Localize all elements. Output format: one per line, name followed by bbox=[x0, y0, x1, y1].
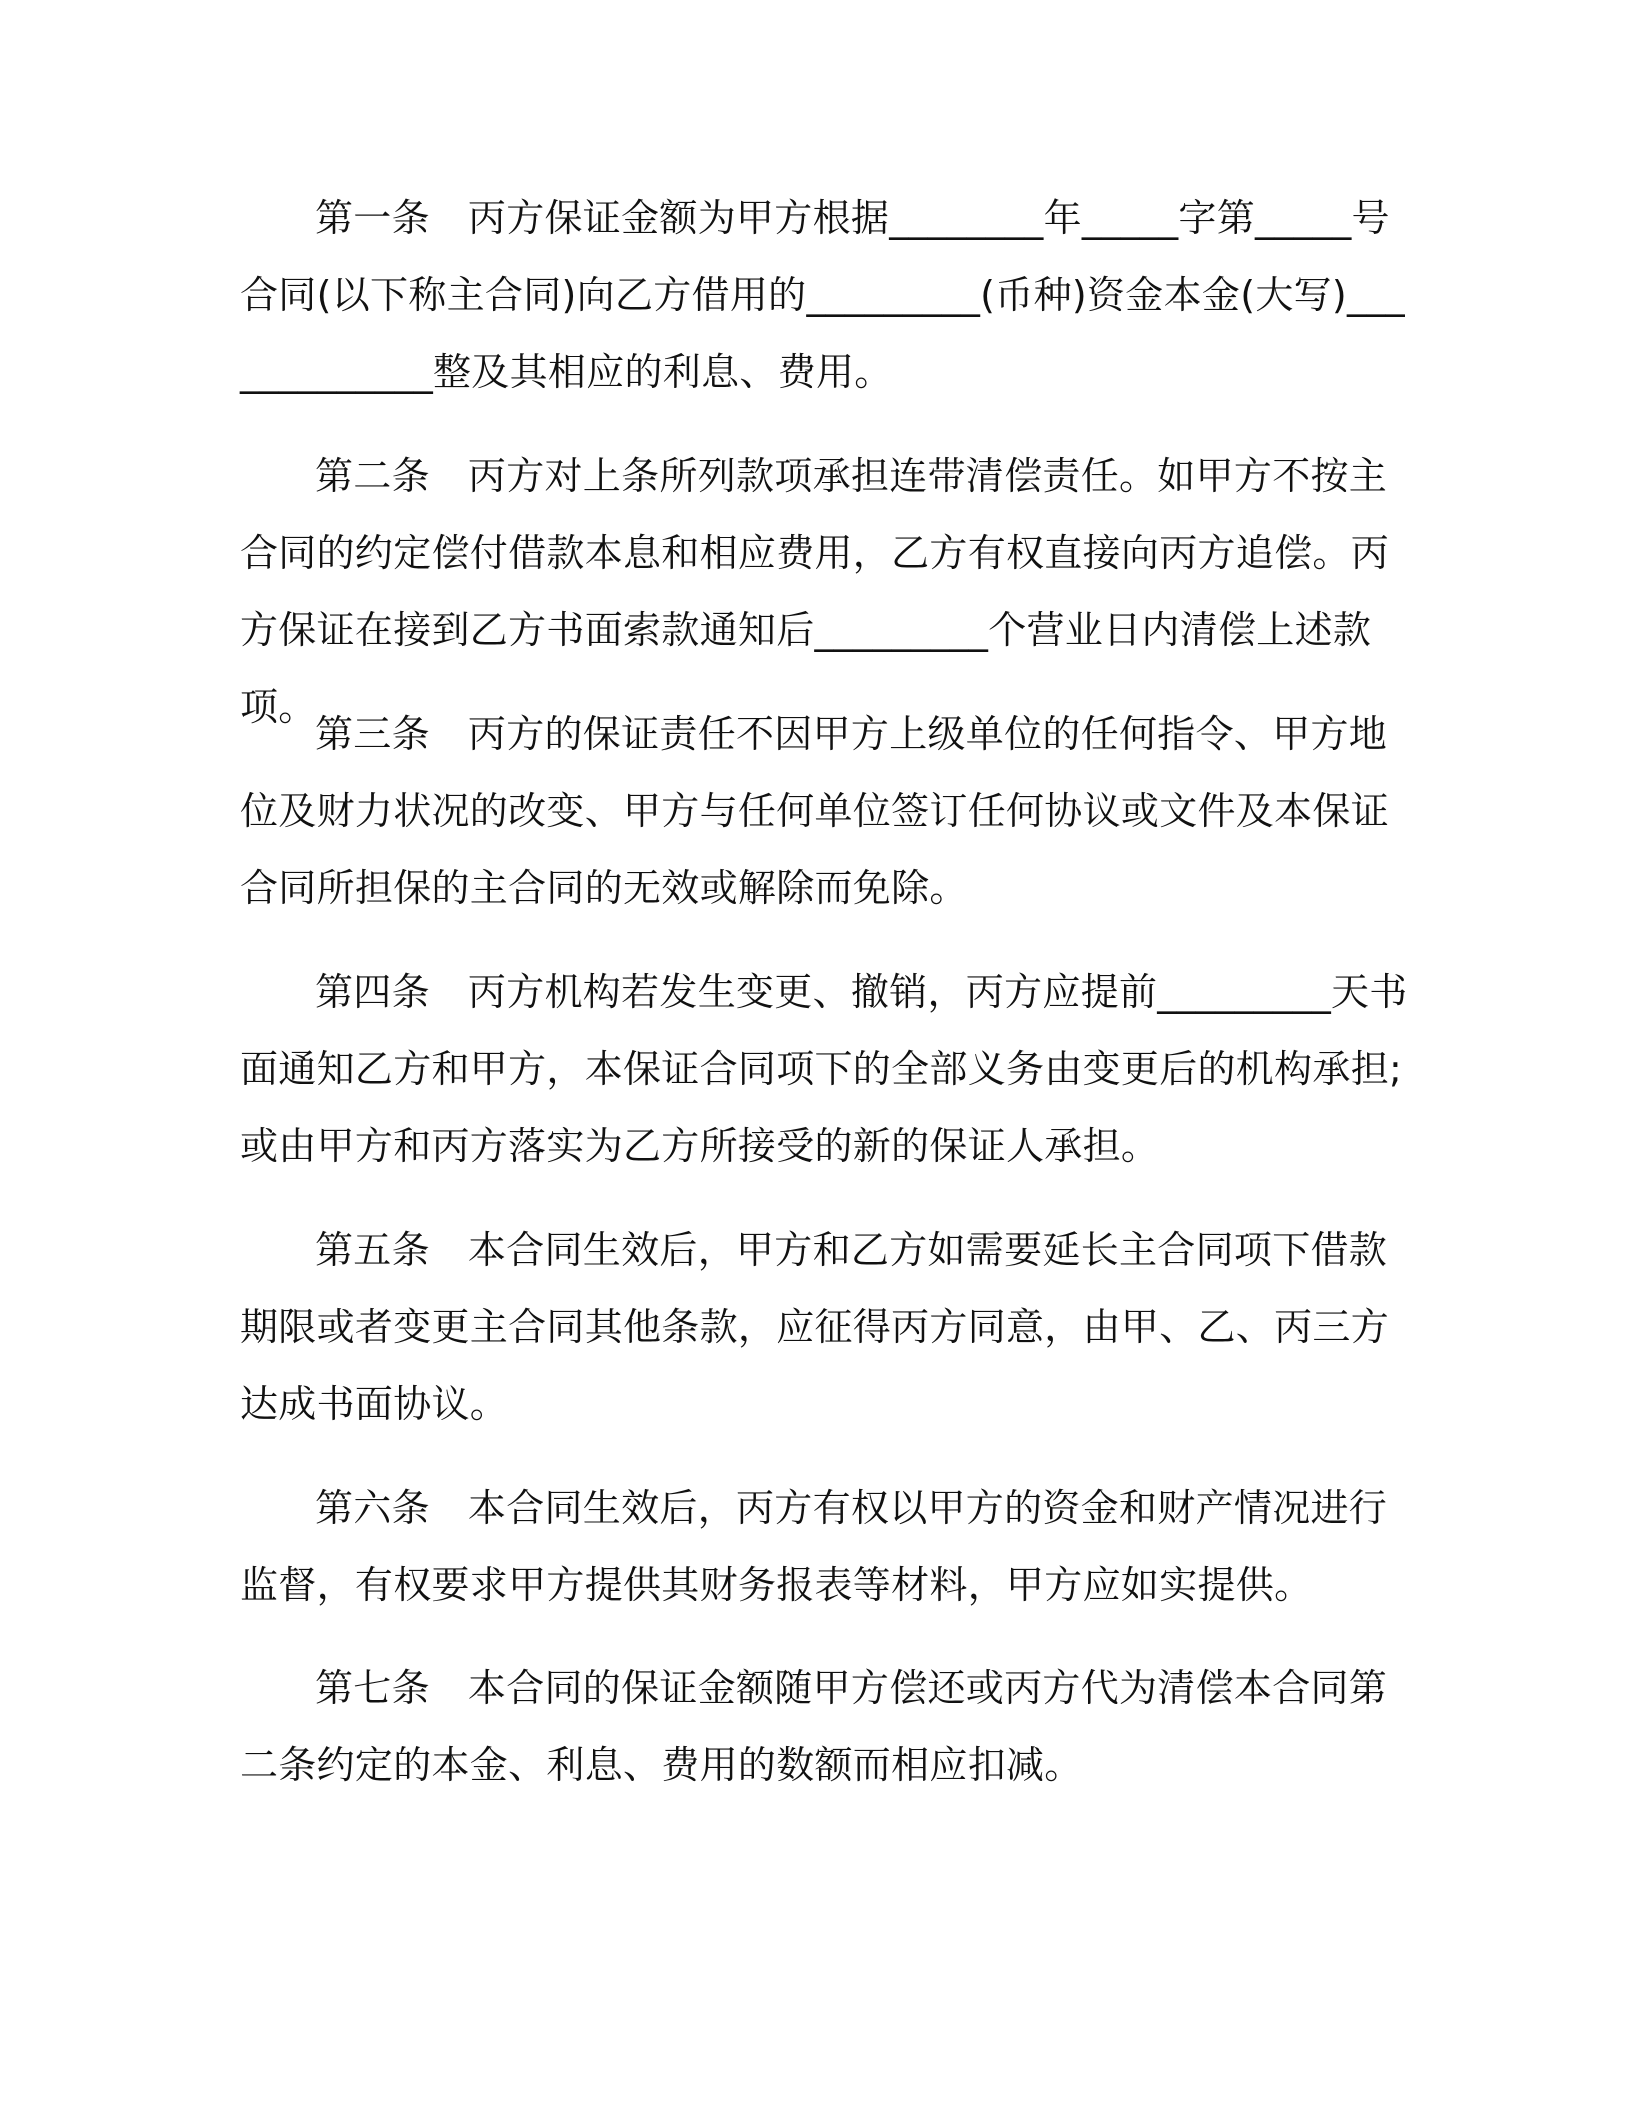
clause-6-label: 第六条 bbox=[315, 1486, 430, 1530]
clause-1 bbox=[240, 180, 1410, 411]
clause-3-label: 第三条 bbox=[315, 712, 430, 756]
clause-2-text: 丙方对上条所列款项承担连带清偿责任。如甲方不按主合同的约定偿付借款本息和相应费用，乙方有权直接向丙方追偿。丙方保证在接到乙方书面索款通知后_________个营业日内清偿上述款项。 bbox=[240, 454, 1390, 729]
clause-4-label: 第四条 bbox=[315, 970, 430, 1014]
clause-5-label: 第五条 bbox=[315, 1228, 430, 1272]
clause-2-label: 第二条 bbox=[315, 454, 430, 498]
clause-4 bbox=[240, 954, 1410, 1185]
clause-5-text: 本合同生效后，甲方和乙方如需要延长主合同项下借款期限或者变更主合同其他条款，应征得丙方同意，由甲、乙、丙三方达成书面协议。 bbox=[240, 1228, 1390, 1426]
clause-1-label: 第一条 bbox=[315, 196, 430, 240]
clause-5 bbox=[240, 1212, 1410, 1443]
clause-7-text: 本合同的保证金额随甲方偿还或丙方代为清偿本合同第二条约定的本金、利息、费用的数额而相应扣减。 bbox=[240, 1666, 1388, 1787]
clause-3 bbox=[240, 696, 1410, 927]
clause-7 bbox=[240, 1650, 1410, 1804]
clause-4-text: 丙方机构若发生变更、撤销，丙方应提前_________天书面通知乙方和甲方，本保证合同项下的全部义务由变更后的机构承担;或由甲方和丙方落实为乙方所接受的新的保证人承担。 bbox=[240, 970, 1408, 1168]
clause-3-text: 丙方的保证责任不因甲方上级单位的任何指令、甲方地位及财力状况的改变、甲方与任何单位签订任何协议或文件及本保证合同所担保的主合同的无效或解除而免除。 bbox=[240, 712, 1390, 910]
clause-6 bbox=[240, 1470, 1410, 1624]
clause-6-text: 本合同生效后，丙方有权以甲方的资金和财产情况进行监督，有权要求甲方提供其财务报表等材料，甲方应如实提供。 bbox=[240, 1486, 1388, 1607]
clause-1-text: 丙方保证金额为甲方根据________年_____字第_____号合同(以下称主合同)向乙方借用的_________(币种)资金本金(大写)_____________整及其相应的利息、费用。 bbox=[240, 196, 1405, 394]
clause-7-label: 第七条 bbox=[315, 1666, 430, 1710]
